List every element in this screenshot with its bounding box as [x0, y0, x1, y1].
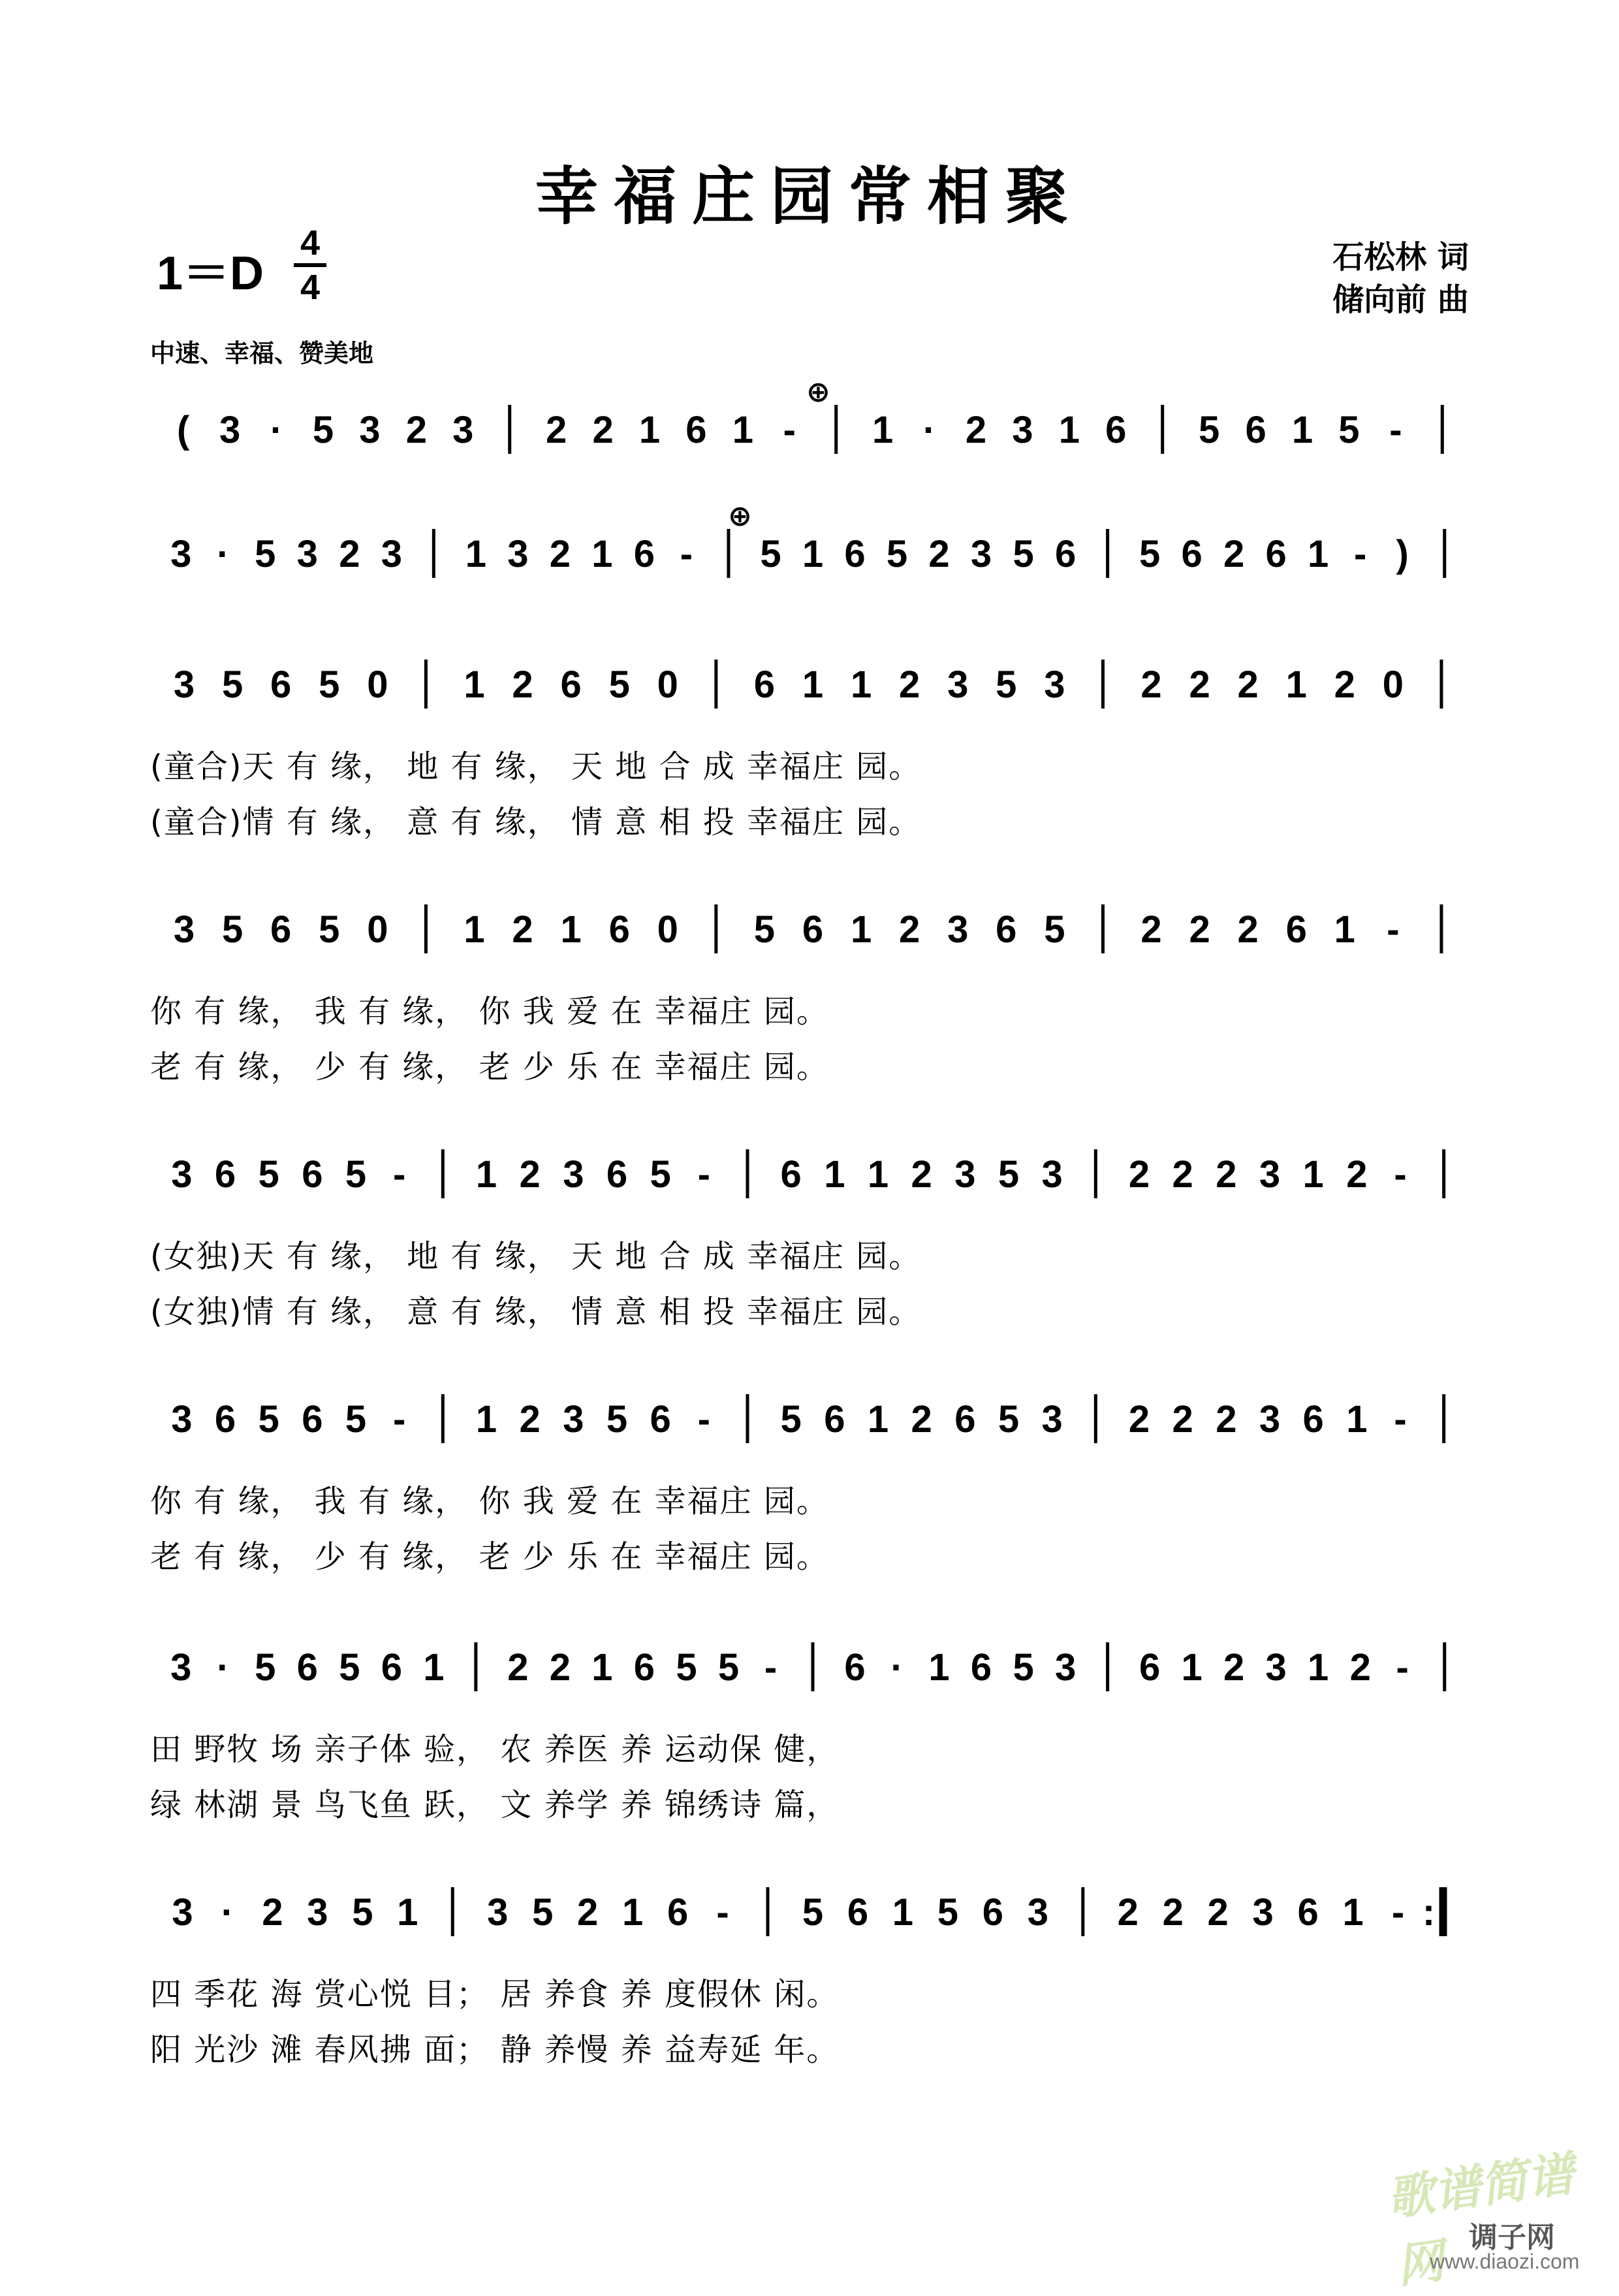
notation-svg	[150, 516, 1475, 588]
key-signature: 1＝D	[157, 247, 264, 300]
note: 1	[475, 1398, 497, 1441]
note: 2	[1216, 1398, 1237, 1441]
note: 6	[1139, 1646, 1161, 1689]
note: 3	[171, 1398, 193, 1441]
note: 3	[170, 1646, 192, 1689]
note: 3	[487, 1891, 509, 1934]
note: 2	[1216, 1153, 1237, 1196]
note: 2	[899, 663, 920, 706]
note: 6	[608, 908, 630, 951]
note: 6	[847, 1891, 869, 1934]
note: 0	[657, 663, 678, 706]
note: 2	[1223, 533, 1245, 575]
lyric-line: (童合)情 有 缘， 意 有 缘， 情 意 相 投 幸福庄 园。	[150, 804, 922, 840]
song-title: 幸福庄园常相聚	[535, 159, 1084, 233]
note: 2	[1349, 1646, 1371, 1689]
notation-line	[150, 1629, 1475, 1701]
note: -	[1396, 1646, 1409, 1689]
notation-line	[150, 516, 1475, 588]
note: 0	[367, 908, 388, 951]
note: 2	[1162, 1891, 1184, 1934]
note: 1	[867, 1398, 889, 1441]
lyric-line: 绿 林湖 景 鸟飞鱼 跃， 文 养学 养 锦绣诗 篇，	[150, 1787, 840, 1823]
note: 5	[606, 1398, 628, 1441]
lyric-line: (女独)情 有 缘， 意 有 缘， 情 意 相 投 幸福庄 园。	[150, 1294, 922, 1330]
note: 6	[780, 1153, 802, 1196]
note: 1	[423, 1646, 445, 1689]
repeat-dots: :	[1422, 1891, 1436, 1934]
note: 1	[591, 1646, 613, 1689]
note: 6	[270, 908, 292, 951]
note: 1	[1342, 1891, 1364, 1934]
note: 5	[998, 1153, 1020, 1196]
note: 5	[608, 663, 630, 706]
note: 2	[1172, 1153, 1193, 1196]
note: -	[1389, 409, 1402, 451]
note: 6	[1297, 1891, 1319, 1934]
note: -	[1391, 1891, 1405, 1934]
note: 1	[1302, 1153, 1324, 1196]
note: 5	[319, 908, 340, 951]
lyric-line: (童合)天 有 缘， 地 有 缘， 天 地 合 成 幸福庄 园。	[150, 748, 922, 785]
note: 5	[937, 1891, 959, 1934]
composer-credit: 储向前 曲	[1332, 281, 1469, 318]
segno-icon: ⊕	[728, 500, 752, 532]
lyric-line: 你 有 缘， 我 有 缘， 你 我 爱 在 幸福庄 园。	[150, 1483, 829, 1520]
note: 1	[872, 409, 894, 451]
note: 3	[173, 908, 195, 951]
watermark-logo: 歌谱简谱网	[1383, 2148, 1578, 2293]
notation-svg	[150, 1381, 1475, 1453]
note: 6	[633, 533, 655, 575]
notation-line	[150, 891, 1475, 963]
note: 6	[381, 1646, 402, 1689]
note: 6	[1285, 908, 1307, 951]
notation-line	[150, 392, 1475, 464]
note: -	[393, 1153, 406, 1196]
note: 1	[1308, 533, 1329, 575]
note: 3	[172, 1891, 193, 1934]
note: 6	[753, 663, 776, 706]
notation-svg	[150, 392, 1475, 464]
note: 2	[1172, 1398, 1193, 1441]
note: 6	[954, 1398, 976, 1441]
note: 3	[563, 1153, 584, 1196]
note: 2	[405, 409, 427, 451]
note: 5	[258, 1153, 279, 1196]
note: 6	[606, 1153, 628, 1196]
note: 1	[397, 1891, 418, 1934]
note: 6	[802, 908, 824, 951]
note: 5	[996, 663, 1017, 706]
lyric-line: 阳 光沙 滩 春风拂 面； 静 养慢 养 益寿延 年。	[150, 2032, 840, 2068]
note: 2	[1334, 663, 1355, 706]
note: 3	[219, 409, 241, 451]
note: 3	[173, 663, 195, 706]
time-signature	[294, 225, 326, 305]
note: 6	[1054, 533, 1077, 575]
note: 6	[650, 1398, 671, 1441]
time-signature-bottom: 4	[300, 268, 321, 307]
note: 6	[685, 409, 707, 451]
notation-line	[150, 1136, 1475, 1208]
note: 5	[886, 533, 908, 575]
note: 3	[1027, 1891, 1048, 1934]
note: ·	[221, 1891, 234, 1934]
note: 2	[519, 1153, 541, 1196]
note: -	[764, 1646, 778, 1689]
note: 2	[549, 1646, 571, 1689]
note: 1	[732, 409, 753, 451]
note: 6	[560, 663, 582, 706]
note: 5	[221, 663, 244, 706]
note: 2	[899, 908, 920, 951]
note: ·	[217, 533, 230, 575]
note: 2	[1189, 663, 1210, 706]
note: 3	[1054, 1646, 1077, 1689]
note: 6	[302, 1398, 323, 1441]
note: 2	[911, 1153, 932, 1196]
note: 1	[824, 1153, 845, 1196]
note: -	[1394, 1153, 1407, 1196]
note: 1	[1291, 409, 1313, 451]
note: ·	[890, 1646, 904, 1689]
note: 6	[1265, 533, 1287, 575]
note: -	[697, 1153, 710, 1196]
note: 5	[717, 1646, 740, 1689]
note: 5	[319, 663, 340, 706]
note: 6	[270, 663, 292, 706]
note: 1	[638, 409, 661, 451]
note: 3	[1044, 663, 1065, 706]
note: 6	[970, 1646, 992, 1689]
notation-line	[150, 646, 1475, 718]
note: 6	[1105, 409, 1127, 451]
note: 2	[512, 663, 533, 706]
note: 5	[1139, 533, 1161, 575]
note: 1	[622, 1891, 644, 1934]
time-signature-bar	[294, 263, 326, 267]
note: 2	[928, 533, 950, 575]
note: 6	[214, 1398, 236, 1441]
note: -	[697, 1398, 710, 1441]
note: 2	[1237, 663, 1259, 706]
note: -	[680, 533, 693, 575]
note: 3	[1041, 1398, 1063, 1441]
note: 3	[381, 533, 402, 575]
note: 6	[844, 1646, 866, 1689]
note: 1	[475, 1153, 497, 1196]
note: 5	[802, 1891, 824, 1934]
note: )	[1396, 533, 1409, 575]
note: 1	[560, 908, 582, 951]
note: 1	[465, 533, 487, 575]
note: 2	[549, 533, 571, 575]
note: 5	[345, 1398, 367, 1441]
notation-svg	[150, 1629, 1475, 1701]
note: 3	[1259, 1398, 1281, 1441]
note: ·	[922, 409, 936, 451]
note: 3	[296, 533, 318, 575]
note: 1	[1334, 908, 1355, 951]
lyricist-credit: 石松林 词	[1332, 239, 1469, 276]
note: 5	[998, 1398, 1020, 1441]
note: 1	[802, 663, 824, 706]
note: 6	[302, 1153, 323, 1196]
note: 2	[1207, 1891, 1229, 1934]
note: 5	[339, 1646, 360, 1689]
note: 1	[464, 908, 485, 951]
note: 1	[850, 663, 872, 706]
note: 1	[802, 533, 824, 575]
notation-svg	[150, 891, 1475, 963]
note: 2	[1128, 1398, 1150, 1441]
note: 5	[753, 908, 776, 951]
note: 5	[760, 533, 781, 575]
note: 3	[947, 663, 969, 706]
note: 1	[867, 1153, 889, 1196]
note: 2	[577, 1891, 599, 1934]
note: 2	[1128, 1153, 1150, 1196]
note: 2	[1237, 908, 1259, 951]
note: 2	[512, 908, 533, 951]
note: 3	[1265, 1646, 1287, 1689]
note: 5	[676, 1646, 697, 1689]
notation-line	[150, 1381, 1475, 1453]
note: 3	[1041, 1153, 1063, 1196]
note: 1	[1308, 1646, 1329, 1689]
note: 1	[1058, 409, 1080, 451]
note: 3	[359, 409, 381, 451]
notation-line	[150, 1874, 1475, 1946]
note: 5	[255, 533, 276, 575]
note: 1	[591, 533, 613, 575]
note: 5	[345, 1153, 367, 1196]
note: 6	[667, 1891, 689, 1934]
note: 6	[982, 1891, 1003, 1934]
note: 2	[339, 533, 360, 575]
notation-svg	[150, 646, 1475, 718]
note: 2	[1140, 663, 1162, 706]
note: -	[1394, 1398, 1407, 1441]
note: 5	[1199, 409, 1220, 451]
note: 6	[296, 1646, 318, 1689]
note: 1	[1285, 663, 1307, 706]
note: 6	[1245, 409, 1266, 451]
note: -	[783, 409, 796, 451]
note: 6	[1302, 1398, 1324, 1441]
note: 3	[947, 908, 969, 951]
note: 1	[928, 1646, 950, 1689]
note: -	[1354, 533, 1367, 575]
note: 3	[1252, 1891, 1274, 1934]
lyric-line: 田 野牧 场 亲子体 验， 农 养医 养 运动保 健，	[150, 1731, 840, 1768]
note: 6	[824, 1398, 845, 1441]
note: 5	[255, 1646, 276, 1689]
note: 2	[519, 1398, 541, 1441]
note: 1	[1346, 1398, 1368, 1441]
note: 1	[1181, 1646, 1202, 1689]
watermark-url: www.diaozi.com	[1430, 2250, 1580, 2273]
note: -	[716, 1891, 729, 1934]
note: 6	[1181, 533, 1202, 575]
note: 0	[367, 663, 388, 706]
watermark-site: 调子网	[1469, 2222, 1555, 2254]
note: 5	[1338, 409, 1360, 451]
note: 3	[970, 533, 992, 575]
note: 3	[954, 1153, 976, 1196]
note: 2	[507, 1646, 529, 1689]
note: 2	[1223, 1646, 1245, 1689]
note: 2	[546, 409, 567, 451]
note: 6	[214, 1153, 236, 1196]
note: 3	[307, 1891, 328, 1934]
note: 2	[592, 409, 614, 451]
note: 6	[844, 533, 866, 575]
note: 3	[563, 1398, 584, 1441]
note: 6	[633, 1646, 655, 1689]
note: 2	[1189, 908, 1210, 951]
note: 3	[1012, 409, 1033, 451]
lyric-line: 你 有 缘， 我 有 缘， 你 我 爱 在 幸福庄 园。	[150, 993, 829, 1030]
note: 2	[1346, 1153, 1368, 1196]
note: 1	[892, 1891, 914, 1934]
notation-svg	[150, 1874, 1475, 1946]
lyric-line: 老 有 缘， 少 有 缘， 老 少 乐 在 幸福庄 园。	[150, 1049, 829, 1085]
note: 5	[532, 1891, 554, 1934]
note: 5	[1013, 533, 1034, 575]
note: 2	[1117, 1891, 1139, 1934]
note: ·	[217, 1646, 230, 1689]
note: 1	[850, 908, 872, 951]
note: 3	[170, 533, 192, 575]
note: 5	[650, 1153, 671, 1196]
notation-svg	[150, 1136, 1475, 1208]
note: 3	[171, 1153, 193, 1196]
lyric-line: 老 有 缘， 少 有 缘， 老 少 乐 在 幸福庄 园。	[150, 1539, 829, 1575]
note: 0	[1382, 663, 1404, 706]
note: -	[393, 1398, 406, 1441]
lyric-line: 四 季花 海 赏心悦 目； 居 养食 养 度假休 闲。	[150, 1976, 840, 2013]
note: 5	[258, 1398, 279, 1441]
note: 5	[1013, 1646, 1034, 1689]
note: 3	[452, 409, 474, 451]
note: 5	[221, 908, 244, 951]
note: 5	[352, 1891, 373, 1934]
note: 6	[996, 908, 1017, 951]
note: 3	[507, 533, 529, 575]
note: 2	[262, 1891, 283, 1934]
note: 2	[911, 1398, 932, 1441]
note: 3	[1259, 1153, 1281, 1196]
note: 1	[464, 663, 485, 706]
note: 5	[1044, 908, 1065, 951]
segno-icon: ⊕	[806, 376, 830, 408]
note: -	[1387, 908, 1400, 951]
note: 5	[780, 1398, 802, 1441]
note: 2	[965, 409, 987, 451]
tempo-marking: 中速、幸福、赞美地	[150, 339, 374, 368]
note: ·	[270, 409, 283, 451]
lyric-line: (女独)天 有 缘， 地 有 缘， 天 地 合 成 幸福庄 园。	[150, 1238, 922, 1275]
note: 5	[312, 409, 334, 451]
note: 2	[1140, 908, 1162, 951]
note: (	[177, 409, 190, 451]
time-signature-top: 4	[300, 223, 321, 263]
note: 0	[657, 908, 678, 951]
